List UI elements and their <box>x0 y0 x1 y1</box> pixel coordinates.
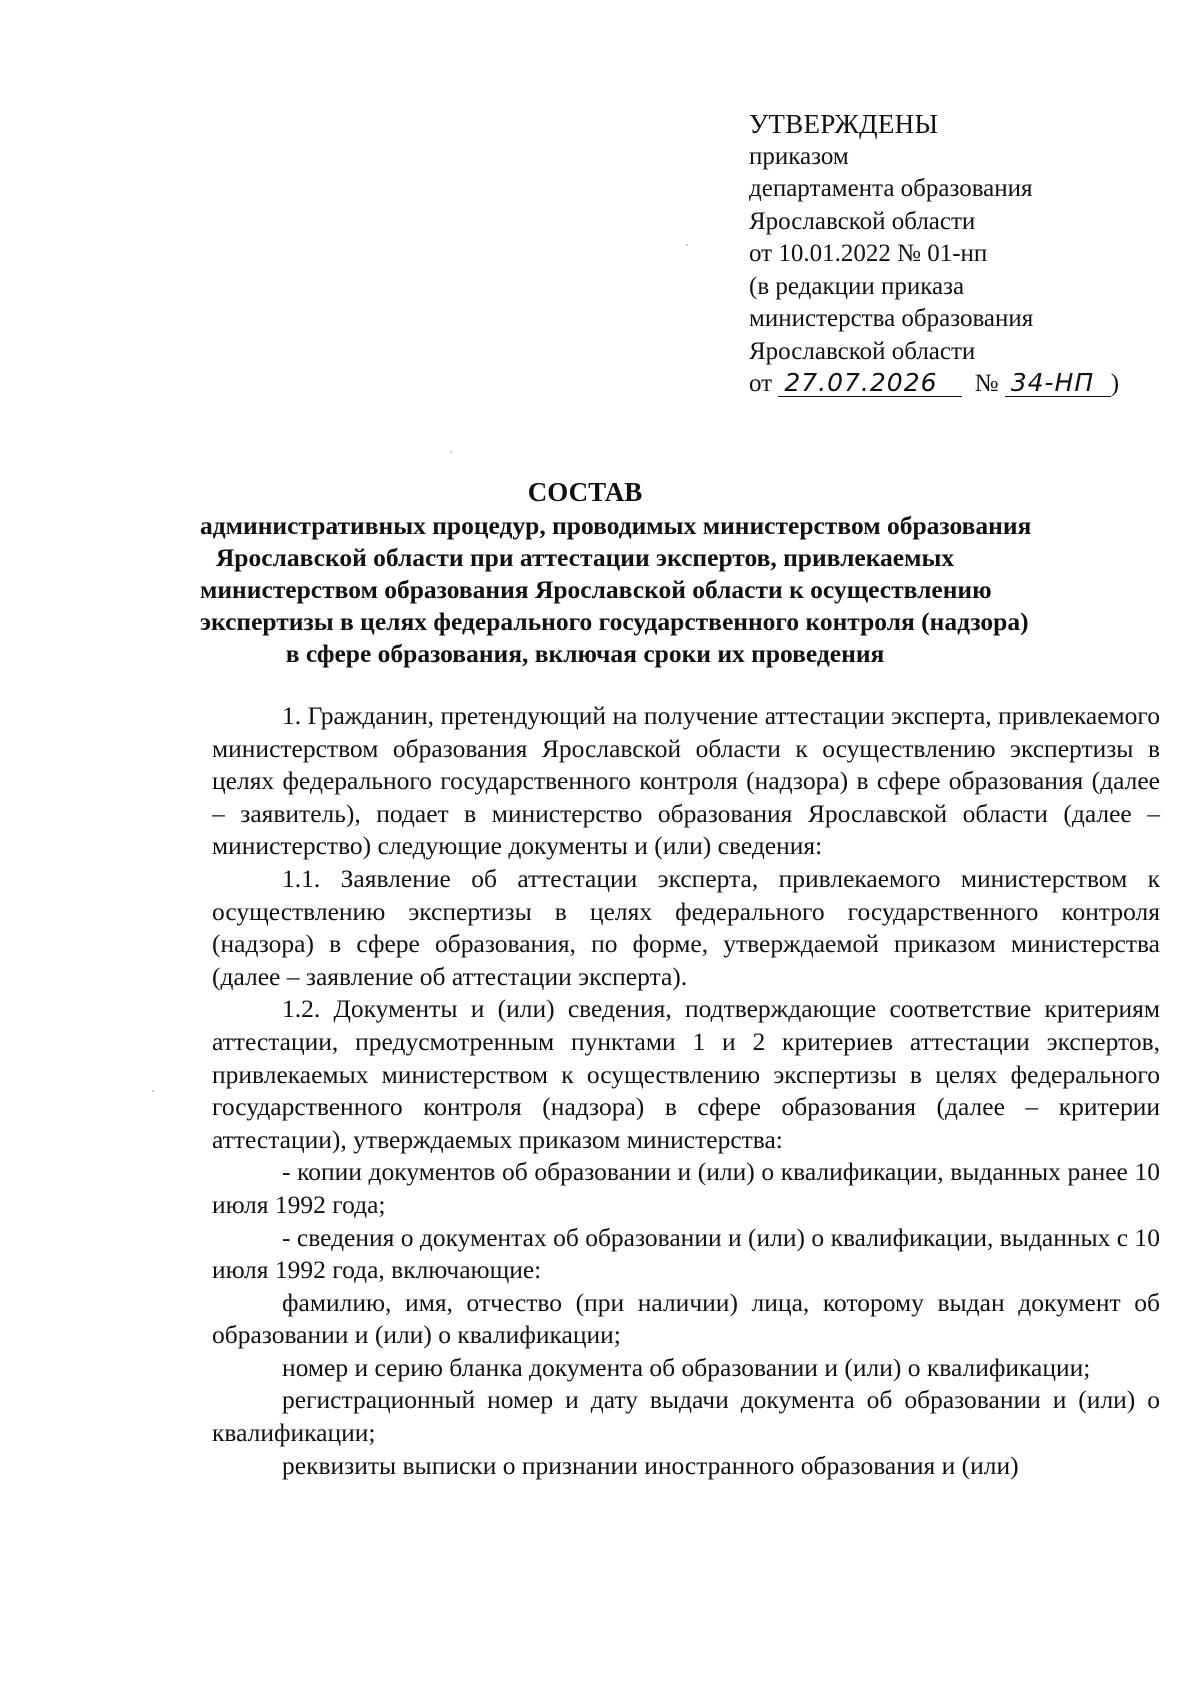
scan-speck <box>152 1090 154 1092</box>
sub-item-registration: регистрационный номер и дату выдачи документа об образовании и (или) о квалификации; <box>212 1385 1160 1448</box>
document-body <box>212 700 1160 1482</box>
number-sign: № <box>974 370 999 397</box>
sub-item-extract: реквизиты выписки о признании иностранного образования и (или) <box>282 1450 1019 1480</box>
approval-line: (в редакции приказа <box>749 272 965 300</box>
title-line: министерством образования Ярославской области к осуществлению <box>200 575 992 604</box>
sub-item-name: фамилию, имя, отчество (при наличии) лица, которому выдан документ об образовании и (или) о квалификации; <box>212 1287 1160 1350</box>
title-line: экспертизы в целях федерального государственного контроля (надзора) <box>200 607 1029 636</box>
list-item-info: - сведения о документах об образовании и (или) о квалификации, выданных с 10 июля 1992 года, включающие: <box>212 1222 1160 1285</box>
title-line: Ярославской области при аттестации экспертов, привлекаемых <box>215 543 955 572</box>
approval-heading: УТВЕРЖДЕНЫ <box>749 109 939 139</box>
approval-date-prefix: от <box>749 370 773 397</box>
approval-line: приказом <box>749 142 849 170</box>
sub-item-number: номер и серию бланка документа об образовании и (или) о квалификации; <box>282 1352 1091 1382</box>
paragraph-1-1: 1.1. Заявление об аттестации эксперта, привлекаемого министерством к осуществлению экспертизы в целях федерального государственного контроля (надзора) в сфере образования, по форме, утверждаемой приказом министерства (далее – заявление об аттестации эксперта). <box>212 863 1160 991</box>
approval-line: департамента образования <box>749 175 1033 202</box>
list-item-copies: - копии документов об образовании и (или) о квалификации, выданных ранее 10 июля 1992 года; <box>212 1157 1160 1219</box>
title-main: СОСТАВ <box>527 477 643 507</box>
approval-line: Ярославской области <box>749 207 976 235</box>
paragraph-1-2: 1.2. Документы и (или) сведения, подтверждающие соответствие критериям аттестации, предусмотренным пунктами 1 и 2 критериев аттестации экспертов, привлекаемых министерством к осуществлению экспертизы в целях федерального государственного контроля (надзора) в сфере образования (далее – критерии аттестации), утверждаемых приказом министерства: <box>212 994 1160 1154</box>
approval-signature-line <box>749 368 1169 401</box>
document-title <box>200 476 1032 670</box>
title-line: в сфере образования, включая сроки их проведения <box>285 639 885 668</box>
approval-block <box>749 108 1169 401</box>
closing-parenthesis: ) <box>1110 370 1120 397</box>
handwritten-number: 34-НП <box>1005 370 1111 397</box>
approval-line: Ярославской области <box>749 337 976 365</box>
scan-speck <box>450 451 452 453</box>
paragraph-1: 1. Гражданин, претендующий на получение аттестации эксперта, привлекаемого министерством образования Ярославской области к осуществлению экспертизы в целях федерального государственного контроля (надзора) в сфере образования (далее – заявитель), подает в министерство образования Ярославской области (далее – министерство) следующие документы и (или) сведения: <box>212 701 1160 861</box>
approval-line: от 10.01.2022 № 01-нп <box>749 240 988 267</box>
approval-line: министерства образования <box>749 305 1034 332</box>
handwritten-date: 27.07.2026 <box>778 370 962 397</box>
scan-speck <box>686 244 688 246</box>
title-line: административных процедур, проводимых министерством образования <box>200 511 1032 540</box>
